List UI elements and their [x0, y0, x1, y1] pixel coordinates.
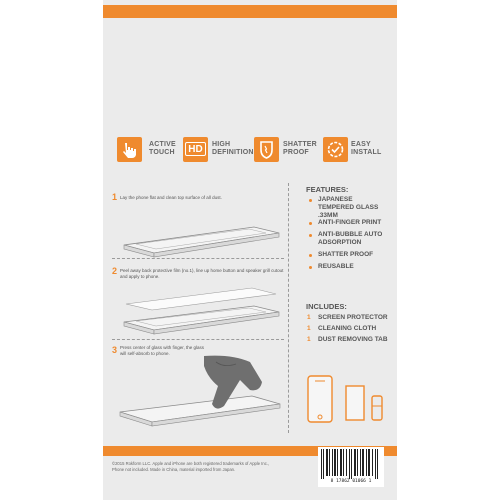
feature-item: REUSABLE: [318, 263, 354, 270]
barcode-bars: [318, 449, 384, 481]
divider-1: [112, 258, 284, 259]
feature-line1: SHATTER: [283, 141, 317, 148]
feature-easy-install-label: [351, 141, 381, 157]
feature-shatter-proof-label: [283, 141, 317, 157]
step-1-number: 1: [112, 192, 118, 202]
feature-item: ANTI-FINGER PRINT: [318, 219, 382, 226]
feature-line1: ACTIVE: [149, 141, 176, 148]
feature-bullet: [309, 222, 312, 225]
feature-item: JAPANESE TEMPERED GLASS .33MM: [318, 196, 379, 219]
hd-icon: [183, 137, 208, 162]
step-2-text: Peel away back protective film (no.1), line up home button and speaker grill cutout and apply to phone.: [120, 268, 284, 279]
gear-check-icon: [323, 137, 348, 162]
step-1-text: Lay the phone flat and clean top surface of all dust.: [120, 195, 222, 200]
included-items-illustration: [306, 368, 386, 428]
phone-apply-film-illustration: [114, 282, 284, 342]
hd-text: HD: [185, 142, 206, 156]
step-3-number: 3: [112, 345, 118, 355]
top-accent-bar: [103, 5, 397, 18]
feature-bullet: [309, 234, 312, 237]
vertical-divider: [288, 183, 289, 433]
feature-item: SHATTER PROOF: [318, 251, 374, 258]
barcode: [318, 447, 384, 487]
feature-line2: TOUCH: [149, 149, 175, 156]
feature-bullet: [309, 266, 312, 269]
divider-2: [112, 339, 284, 340]
include-item: DUST REMOVING TAB: [318, 336, 388, 343]
feature-line2: INSTALL: [351, 149, 382, 156]
feature-bullet: [309, 254, 312, 257]
include-item: SCREEN PROTECTOR: [318, 314, 388, 321]
barcode-number: 8 17862 01066 1: [330, 479, 372, 484]
feature-line1: EASY: [351, 141, 371, 148]
shield-icon: [254, 137, 279, 162]
feature-line1: HIGH: [212, 141, 231, 148]
feature-bullet: [309, 199, 312, 202]
feature-line2: PROOF: [283, 149, 309, 156]
feature-active-touch-label: [149, 141, 176, 157]
features-title: FEATURES:: [306, 185, 349, 194]
feature-high-definition-label: [212, 141, 254, 157]
step-3-text: Press center of glass with finger, the glass will self-absorb to phone.: [120, 345, 205, 356]
step-2-number: 2: [112, 266, 118, 276]
include-qty: 1: [307, 325, 311, 332]
include-qty: 1: [307, 314, 311, 321]
includes-title: INCLUDES:: [306, 302, 347, 311]
hand-touch-icon: [117, 137, 142, 162]
include-qty: 1: [307, 336, 311, 343]
legal-footer: ©2015 Rokform LLC. Apple and iPhone are both registered trademarks of Apple Inc., Phone not included. Made in China, material imported from Japan.: [112, 461, 270, 472]
feature-item: ANTI-BUBBLE AUTO ADSORPTION: [318, 231, 383, 246]
phone-flat-illustration: [114, 205, 284, 260]
feature-line2: DEFINITION: [212, 149, 254, 156]
include-item: CLEANING CLOTH: [318, 325, 377, 332]
finger-press-illustration: [112, 352, 287, 432]
